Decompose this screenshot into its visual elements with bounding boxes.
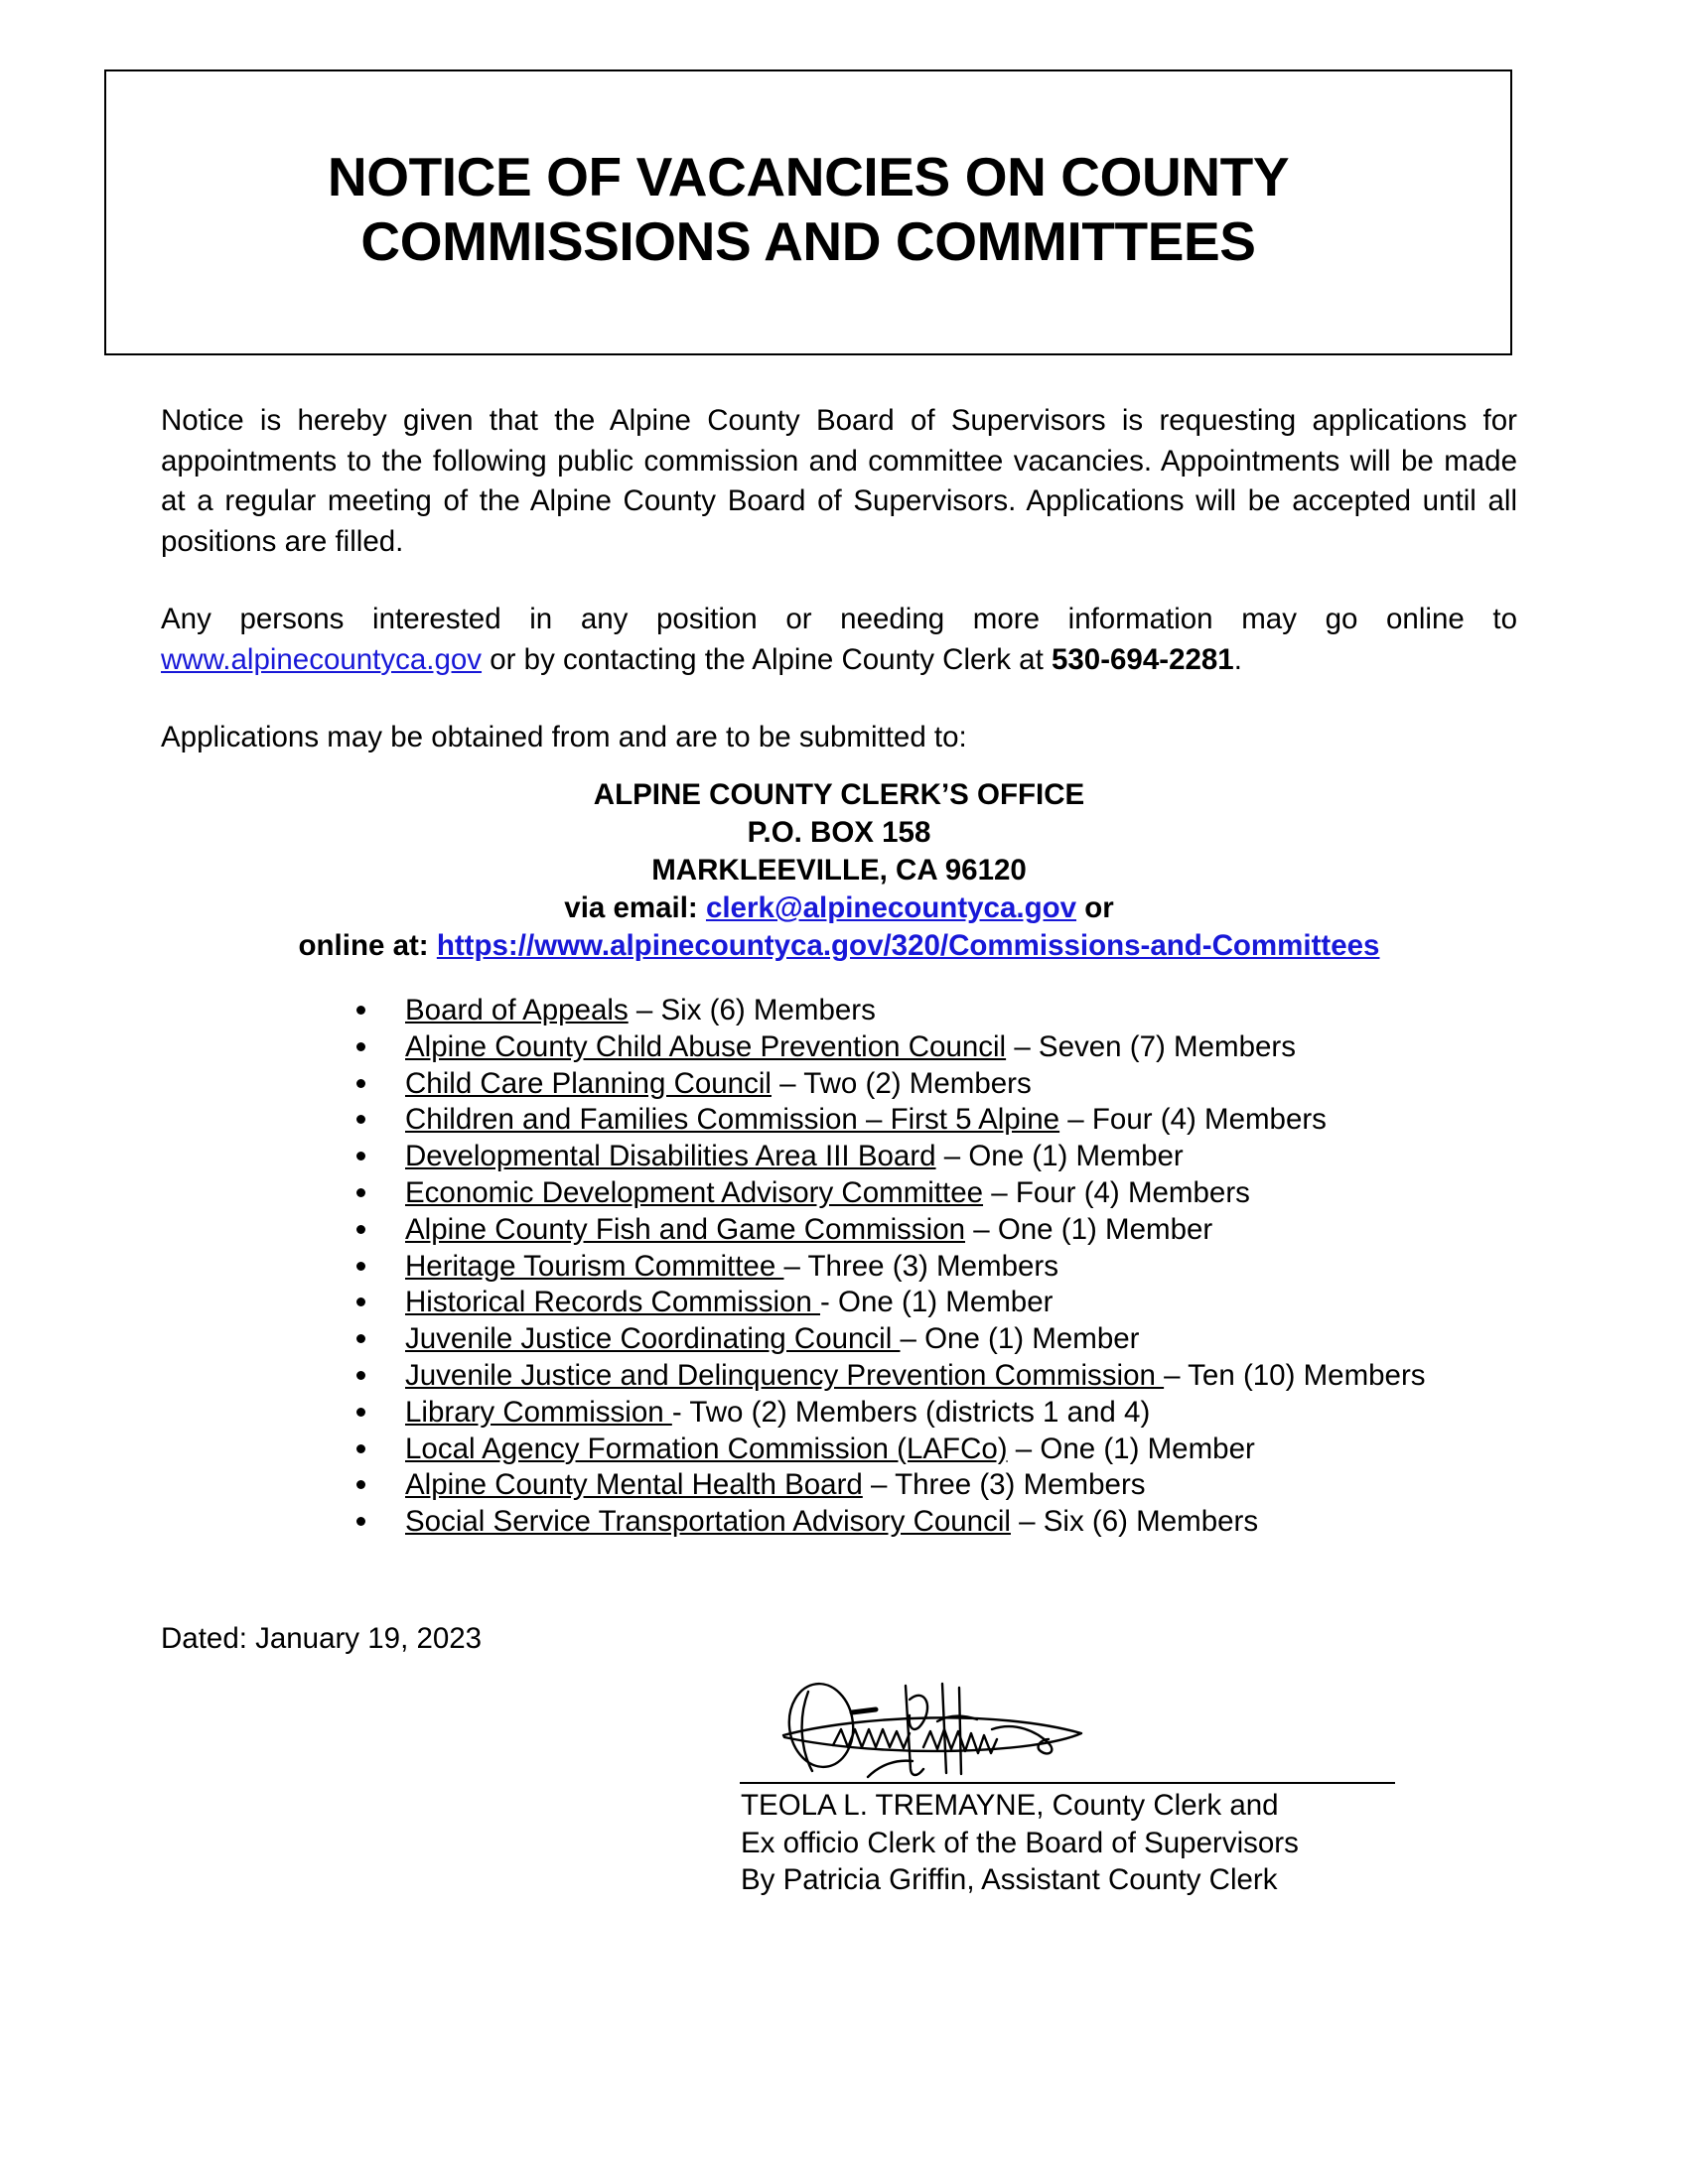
dated-line: Dated: January 19, 2023	[161, 1622, 483, 1655]
list-item	[338, 1066, 1519, 1102]
bullet-icon	[356, 1444, 365, 1453]
vacancy-name: Library Commission	[405, 1395, 672, 1429]
signer-names	[741, 1787, 1396, 1899]
list-item	[338, 1249, 1519, 1285]
list-item	[338, 1139, 1519, 1174]
vacancy-member-count: – One (1) Member	[900, 1322, 1140, 1356]
list-item	[338, 1467, 1519, 1503]
clerk-office-address-block	[161, 776, 1517, 965]
vacancy-member-count: – Six (6) Members	[628, 994, 876, 1026]
address-email-line	[161, 889, 1517, 927]
info-middle-text: or by contacting the Alpine County Clerk at	[482, 642, 1052, 676]
bullet-icon	[356, 1079, 365, 1088]
vacancy-name: Social Service Transportation Advisory Council	[405, 1505, 1011, 1539]
vacancy-name: Heritage Tourism Committee	[405, 1249, 784, 1283]
commissions-committees-url-link[interactable]: https://www.alpinecountyca.gov/320/Commissions-and-Committees	[436, 929, 1380, 962]
bullet-icon	[356, 1006, 365, 1015]
list-item	[338, 993, 1519, 1028]
title-line-1: NOTICE OF VACANCIES ON COUNTY	[327, 146, 1290, 208]
vacancy-member-count: – Four (4) Members	[983, 1175, 1250, 1209]
clerk-email-link[interactable]: clerk@alpinecountyca.gov	[705, 891, 1077, 924]
vacancy-member-count: – One (1) Member	[935, 1140, 1184, 1173]
handwritten-signature-icon	[739, 1670, 1156, 1784]
vacancy-member-count: – Six (6) Members	[1010, 1505, 1259, 1539]
info-paragraph	[161, 600, 1517, 680]
info-prefix-text: Any persons interested in any position or needing more information may go online to	[161, 603, 1517, 635]
vacancy-member-count: – Three (3) Members	[783, 1249, 1058, 1283]
signer-line-1: TEOLA L. TREMAYNE, County Clerk and	[741, 1789, 1279, 1822]
bullet-icon	[356, 1517, 365, 1526]
bullet-icon	[356, 1262, 365, 1271]
signature-line	[740, 1782, 1395, 1784]
bullet-icon	[356, 1371, 365, 1380]
bullet-icon	[356, 1297, 365, 1306]
vacancy-name: Alpine County Child Abuse Prevention Council	[405, 1029, 1007, 1063]
address-city-state-zip: MARKLEEVILLE, CA 96120	[651, 854, 1027, 887]
list-item	[338, 1212, 1519, 1248]
vacancy-member-count: – Two (2) Members	[771, 1066, 1032, 1100]
clerk-phone-number: 530-694-2281	[1051, 642, 1234, 676]
intro-paragraph: Notice is hereby given that the Alpine County Board of Supervisors is requesting applications for appointments to the following public commission and committee vacancies. Appointments will be made at a regular meeting of the Alpine County Board of Supervisors. Applications will be accepted until all positions are filled.	[161, 404, 1517, 558]
page-title	[288, 145, 1329, 274]
online-prefix-label: online at:	[298, 929, 437, 962]
list-item	[338, 1175, 1519, 1211]
signer-line-2: Ex officio Clerk of the Board of Supervisors	[741, 1826, 1299, 1859]
bullet-icon	[356, 1480, 365, 1489]
list-item	[338, 1285, 1519, 1320]
list-item	[338, 1321, 1519, 1357]
body-text	[161, 401, 1517, 758]
vacancy-member-count: – Three (3) Members	[862, 1468, 1146, 1502]
title-line-2: COMMISSIONS AND COMMITTEES	[360, 210, 1256, 272]
list-item	[338, 1395, 1519, 1431]
vacancy-name: Developmental Disabilities Area III Board	[405, 1140, 936, 1173]
vacancy-member-count: – One (1) Member	[1007, 1432, 1255, 1465]
signer-line-3: By Patricia Griffin, Assistant County Clerk	[741, 1863, 1278, 1896]
vacancy-member-count: – Four (4) Members	[1059, 1103, 1327, 1137]
vacancy-name: Board of Appeals	[405, 994, 629, 1026]
list-item	[338, 1432, 1519, 1467]
bullet-icon	[356, 1188, 365, 1197]
vacancy-list	[338, 993, 1519, 1541]
vacancy-name: Historical Records Commission	[405, 1286, 821, 1319]
bullet-icon	[356, 1042, 365, 1051]
vacancy-name: Economic Development Advisory Committee	[405, 1175, 984, 1209]
list-item	[338, 1029, 1519, 1065]
vacancy-name: Juvenile Justice Coordinating Council	[405, 1322, 901, 1356]
vacancy-name: Alpine County Mental Health Board	[405, 1468, 863, 1502]
vacancy-member-count: - One (1) Member	[820, 1286, 1054, 1319]
vacancy-member-count: – Ten (10) Members	[1164, 1358, 1426, 1392]
vacancy-name: Child Care Planning Council	[405, 1066, 772, 1100]
bullet-icon	[356, 1334, 365, 1343]
vacancy-name: Children and Families Commission – First 5 Alpine	[405, 1103, 1060, 1137]
info-suffix-text: .	[1233, 642, 1242, 676]
title-box	[104, 69, 1512, 355]
email-prefix-label: via email:	[564, 891, 706, 924]
list-item	[338, 1504, 1519, 1540]
vacancy-name: Juvenile Justice and Delinquency Prevention Commission	[405, 1358, 1165, 1392]
email-suffix-label: or	[1076, 891, 1114, 924]
bullet-icon	[356, 1408, 365, 1417]
address-po-box: P.O. BOX 158	[747, 816, 931, 849]
alpine-county-website-link[interactable]: www.alpinecountyca.gov	[161, 642, 483, 676]
list-item	[338, 1102, 1519, 1138]
list-item	[338, 1358, 1519, 1394]
submit-to-paragraph: Applications may be obtained from and are to be submitted to:	[161, 721, 967, 753]
vacancy-name: Alpine County Fish and Game Commission	[405, 1212, 966, 1246]
bullet-icon	[356, 1152, 365, 1160]
address-online-line	[161, 927, 1517, 965]
vacancy-name: Local Agency Formation Commission (LAFCo)	[405, 1432, 1008, 1465]
address-office-name: ALPINE COUNTY CLERK’S OFFICE	[593, 778, 1085, 811]
bullet-icon	[356, 1115, 365, 1124]
bullet-icon	[356, 1225, 365, 1234]
vacancy-member-count: - Two (2) Members (districts 1 and 4)	[671, 1395, 1151, 1429]
vacancy-member-count: – One (1) Member	[965, 1212, 1213, 1246]
vacancy-member-count: – Seven (7) Members	[1006, 1029, 1296, 1063]
